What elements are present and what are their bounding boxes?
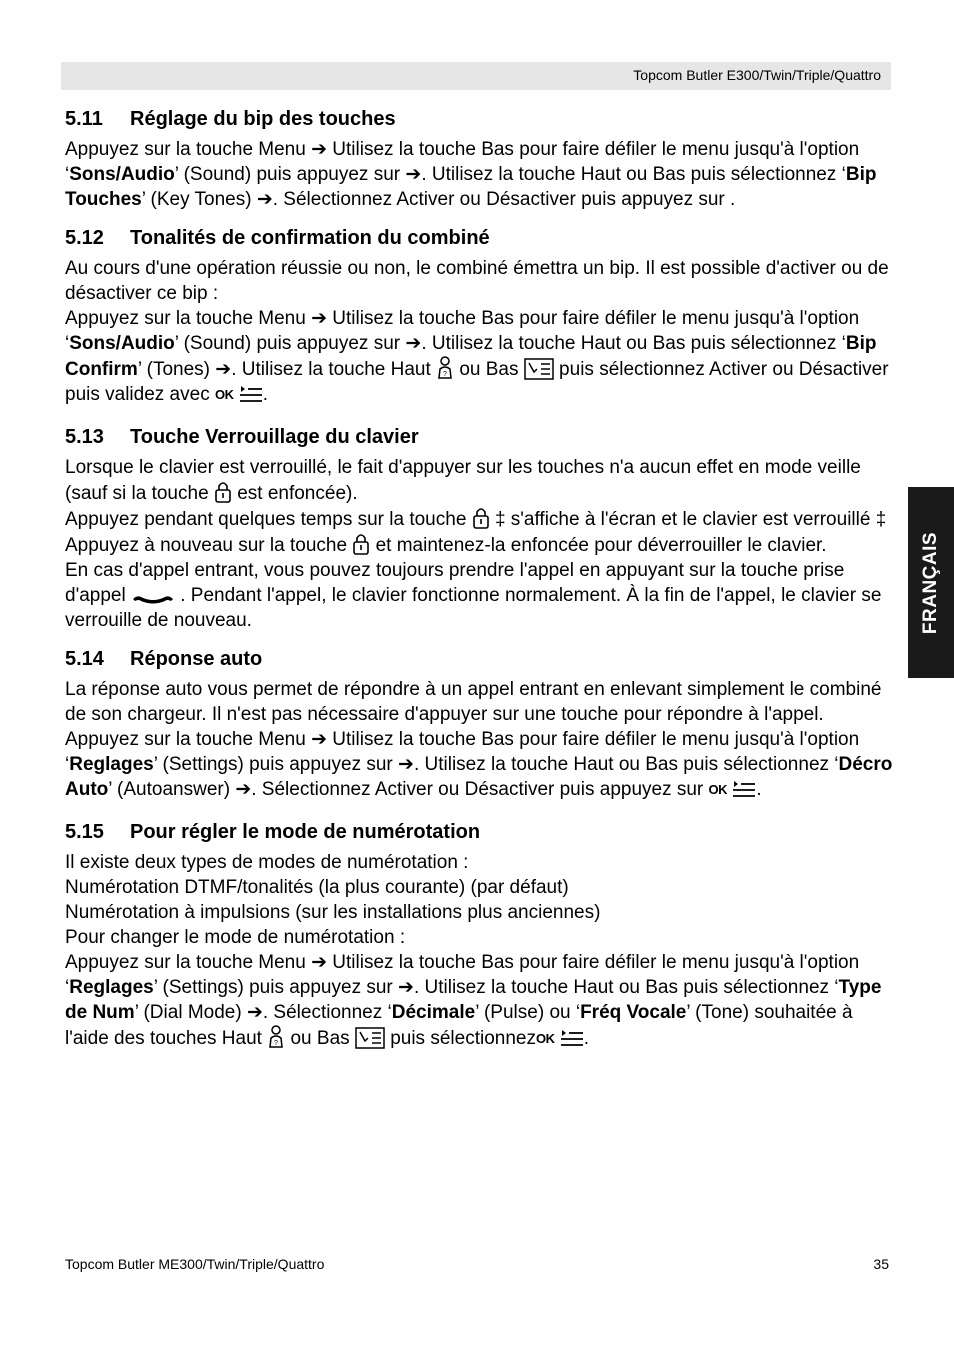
section-number: 5.12 <box>65 227 104 249</box>
paragraph: Appuyez sur la touche Menu ➔ Utilisez la touche Bas pour faire défiler le menu jusqu'à l'option ‘Sons/Audio’ (Sound) puis appuyez sur ➔. Utilisez la touche Haut ou Bas puis sélectionnez ‘Bip Confirm’ (Tones) ➔. Utilisez la touche Haut ? ou Bas puis sélectionnez Activer ou Désactiver puis validez avec $^{OK}$ . <box>65 306 895 411</box>
paragraph: La réponse auto vous permet de répondre à un appel entrant en enlevant simplement le combiné de son chargeur. Il n'est pas nécessaire d'appuyer sur une touche pour répondre à l'appel. <box>65 679 882 725</box>
ok-menu-icon: OK <box>709 777 757 806</box>
down-key-icon <box>355 1027 385 1049</box>
section-heading <box>65 424 895 451</box>
lock-key-icon <box>472 506 490 530</box>
section-title: Réglage du bip des touches <box>130 108 396 130</box>
up-key-icon <box>436 356 454 380</box>
language-tab <box>908 487 954 678</box>
arrow-icon: ➔ <box>398 977 414 998</box>
section-number: 5.11 <box>65 108 103 130</box>
section-title: Touche Verrouillage du clavier <box>130 426 419 448</box>
section-title: Réponse auto <box>130 648 263 670</box>
page-header <box>61 62 891 90</box>
arrow-icon: ➔ <box>311 952 328 973</box>
paragraph: Appuyez sur la touche Menu ➔ Utilisez la touche Bas pour faire défiler le menu jusqu'à l'option ‘Sons/Audio’ (Sound) puis appuyez sur ➔. Utilisez la touche Haut ou Bas puis sélectionnez ‘Bip Touches’ (Key Tones) ➔. Sélectionnez Activer ou Désactiver puis appuyez sur . <box>65 139 877 210</box>
arrow-icon: ➔ <box>215 359 232 380</box>
ok-menu-icon: OK <box>536 1026 584 1055</box>
section-number: 5.13 <box>65 426 104 448</box>
paragraph: Au cours d'une opération réussie ou non, le combiné émettra un bip. Il est possible d'activer ou de désactiver ce bip : <box>65 258 889 304</box>
down-key-icon <box>524 358 554 380</box>
section-title: Pour régler le mode de numérotation <box>130 821 481 843</box>
arrow-icon: ➔ <box>405 333 422 354</box>
section-heading <box>65 225 895 252</box>
ok-menu-icon: OK <box>215 382 263 411</box>
section-heading <box>65 106 895 133</box>
section-number: 5.15 <box>65 821 104 843</box>
section-5-11 <box>65 106 895 212</box>
section-heading <box>65 646 895 673</box>
page-number: 35 <box>873 1256 889 1272</box>
section-5-13 <box>65 424 895 633</box>
paragraph: Appuyez sur la touche Menu ➔ Utilisez la touche Bas pour faire défiler le menu jusqu'à l'option ‘Reglages’ (Settings) puis appuyez sur ➔. Utilisez la touche Haut ou Bas puis sélectionnez ‘Décro Auto’ (Autoanswer) ➔. Sélectionnez Activer ou Désactiver puis appuyez sur $^{OK}$ . <box>65 727 895 806</box>
section-5-15 <box>65 819 895 1055</box>
paragraph: En cas d'appel entrant, vous pouvez toujours prendre l'appel en appuyant sur la touche prise d'appel . Pendant l'appel, le clavier fonctionne normalement. À la fin de l'appel, le clavier se verrouille de nouveau. <box>65 560 882 631</box>
lock-key-icon <box>214 480 232 504</box>
arrow-icon: ➔ <box>246 1002 263 1023</box>
header-title: Topcom Butler E300/Twin/Triple/Quattro <box>633 67 881 83</box>
phone-call-icon <box>131 592 175 606</box>
arrow-icon: ➔ <box>398 754 414 775</box>
lock-key-icon <box>352 532 370 556</box>
arrow-icon: ➔ <box>311 729 328 750</box>
section-5-12 <box>65 225 895 411</box>
text-line: Numérotation à impulsions (sur les installations plus anciennes) <box>65 902 601 923</box>
text-line: Il existe deux types de modes de numérotation : <box>65 852 469 873</box>
arrow-icon: ➔ <box>405 164 422 185</box>
language-tab-label: FRANÇAIS <box>920 531 941 634</box>
paragraph: Appuyez sur la touche Menu ➔ Utilisez la touche Bas pour faire défiler le menu jusqu'à l'option ‘Reglages’ (Settings) puis appuyez sur ➔. Utilisez la touche Haut ou Bas puis sélectionnez ‘Type de Num’ (Dial Mode) ➔. Sélectionnez ‘Décimale’ (Pulse) ou ‘Fréq Vocale’ (Tone) souhaitée à l'aide des touches Haut ? ou Bas puis sélectionnez$^{OK}$ . <box>65 950 895 1055</box>
arrow-icon: ➔ <box>235 779 252 800</box>
section-5-14 <box>65 646 895 806</box>
arrow-icon: ➔ <box>311 308 328 329</box>
paragraph: Lorsque le clavier est verrouillé, le fait d'appuyer sur les touches n'a aucun effet en mode veille (sauf si la touche est enfoncée). <box>65 457 861 504</box>
section-number: 5.14 <box>65 648 104 670</box>
arrow-icon: ➔ <box>311 139 328 160</box>
up-key-icon <box>267 1025 285 1049</box>
svg-text:?: ? <box>443 371 447 378</box>
section-title: Tonalités de confirmation du combiné <box>130 227 490 249</box>
paragraph: Appuyez pendant quelques temps sur la touche ‡ s'affiche à l'écran et le clavier est verrouillé ‡ Appuyez à nouveau sur la touche et maintenez-la enfoncée pour déverrouiller le clavier. <box>65 506 895 558</box>
page-content <box>65 106 895 1068</box>
text-line: Numérotation DTMF/tonalités (la plus courante) (par défaut) <box>65 877 569 898</box>
footer-product-name: Topcom Butler ME300/Twin/Triple/Quattro <box>65 1256 325 1272</box>
text-line: Pour changer le mode de numérotation : <box>65 927 406 948</box>
arrow-icon: ➔ <box>256 189 273 210</box>
svg-text:?: ? <box>274 1040 279 1047</box>
section-heading <box>65 819 895 846</box>
